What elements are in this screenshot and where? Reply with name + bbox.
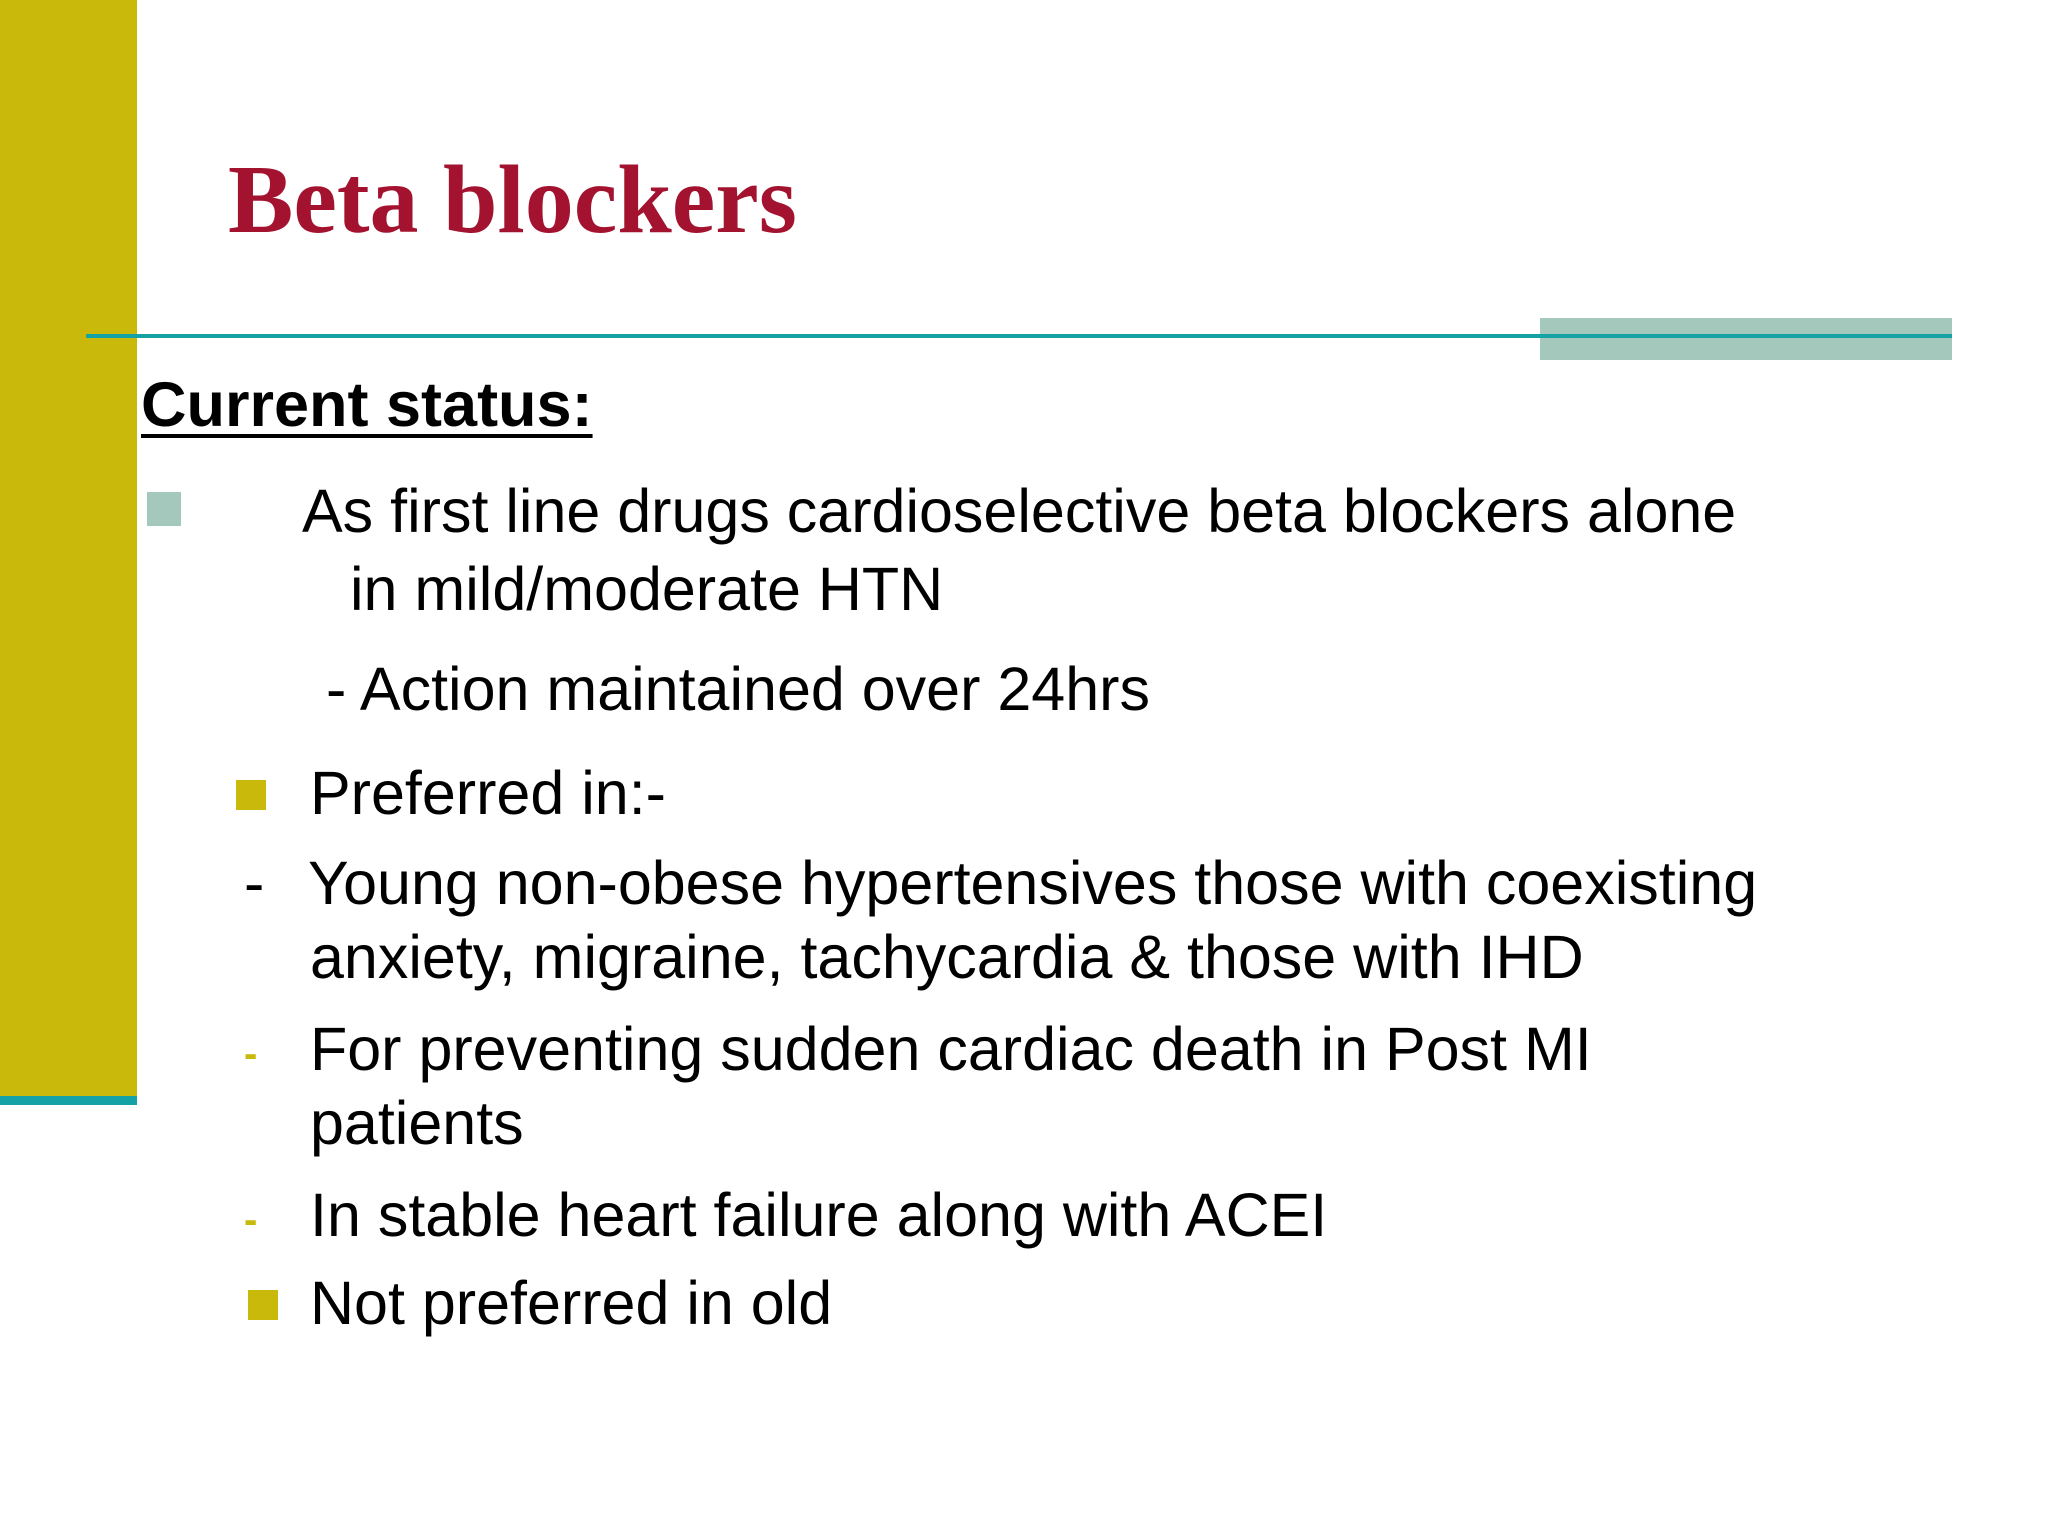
dash-marker: - bbox=[244, 849, 265, 917]
first-point-line-1: As first line drugs cardioselective beta blockers alone bbox=[302, 477, 1737, 545]
dash-marker: - bbox=[244, 1032, 258, 1076]
young-line-2: anxiety, migraine, tachycardia & those with IHD bbox=[310, 923, 1584, 991]
first-point-sub: - Action maintained over 24hrs bbox=[326, 655, 1150, 723]
side-accent-bar-base bbox=[0, 1096, 137, 1105]
square-bullet-icon bbox=[236, 780, 266, 810]
postmi-line-2: patients bbox=[310, 1089, 524, 1157]
not-preferred-line: Not preferred in old bbox=[310, 1269, 833, 1337]
preferred-label: Preferred in:- bbox=[310, 759, 666, 827]
side-accent-bar bbox=[0, 0, 137, 1096]
heart-failure-line: In stable heart failure along with ACEI bbox=[310, 1181, 1328, 1249]
section-heading: Current status: bbox=[141, 370, 593, 440]
title-divider-block-line bbox=[1540, 334, 1952, 338]
dash-marker: - bbox=[244, 1198, 258, 1242]
title-divider-block bbox=[1540, 318, 1952, 360]
square-bullet-icon bbox=[147, 492, 181, 526]
slide-title: Beta blockers bbox=[228, 146, 797, 254]
postmi-line-1: For preventing sudden cardiac death in Post MI bbox=[310, 1015, 1592, 1083]
first-point-line-2: in mild/moderate HTN bbox=[350, 555, 944, 623]
square-bullet-icon bbox=[248, 1290, 278, 1320]
young-line-1: Young non-obese hypertensives those with coexisting bbox=[308, 849, 1758, 917]
